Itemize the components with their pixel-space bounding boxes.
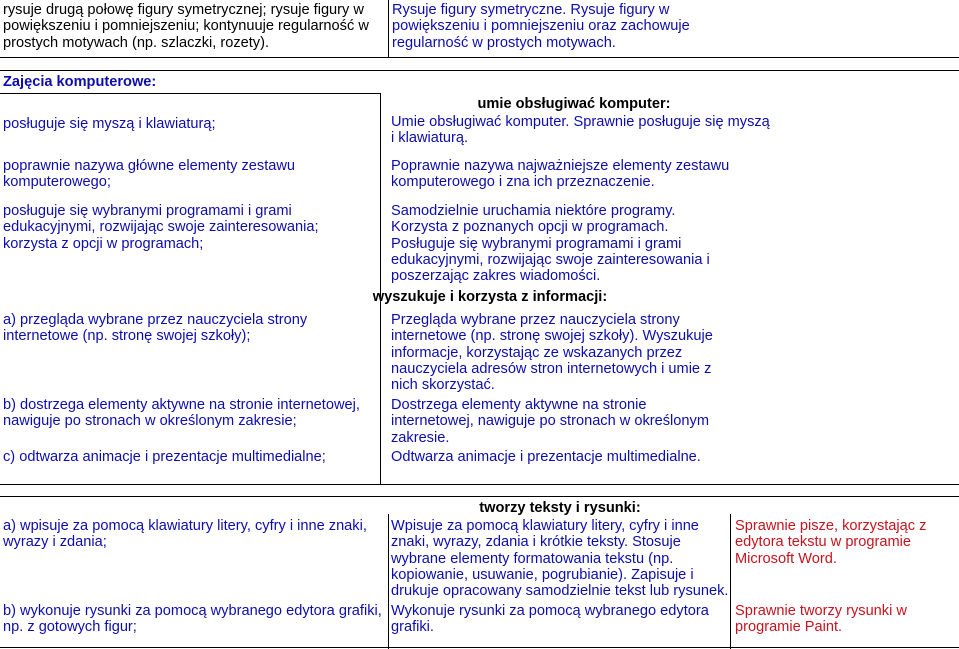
texts-row1-right: Sprawnie pisze, korzystając z edytora tekstu w programie Microsoft Word.: [735, 518, 927, 567]
row6-left: c) odtwarza animacje i prezentacje multimedialne;: [3, 449, 326, 465]
row6-right: Odtwarza animacje i prezentacje multimedialne.: [391, 449, 701, 465]
subhead-find-info: wyszukuje i korzysta z informacji:: [372, 289, 608, 305]
row5-right: Dostrzega elementy aktywne na stronie internetowej, nawiguje po stronach w określonym zakresie.: [391, 397, 709, 446]
row2-left: poprawnie nazywa główne elementy zestawu komputerowego;: [3, 158, 296, 191]
top-table-bottom-border: [0, 57, 959, 58]
texts-table-divider-2: [730, 514, 731, 649]
subhead-texts: tworzy teksty i rysunki:: [479, 500, 641, 516]
subhead-use-computer: umie obsługiwać komputer:: [477, 96, 671, 112]
texts-table-divider-1: [388, 514, 389, 649]
top-left-cell: rysuje drugą połowę figury symetrycznej; rysuje figury w powiększeniu i pomniejszeniu; kontynuuje regularność w prostych motywach (np. szlaczki, rozety).: [3, 2, 369, 51]
texts-row2-right: Sprawnie tworzy rysunki w programie Paint.: [735, 603, 907, 636]
texts-row1-left: a) wpisuje za pomocą klawiatury litery, cyfry i inne znaki, wyrazy i zdania;: [3, 518, 367, 551]
texts-row1-middle: Wpisuje za pomocą klawiatury litery, cyfry i inne znaki, wyrazy, zdania i krótkie teksty. Stosuje wybrane elementy formatowania tekstu (np. kopiowanie, usuwanie, pogrubianie). Zapisuje i drukuje opracowany samodzielnie tekst lub rysunek.: [391, 518, 729, 600]
texts-row2-left: b) wykonuje rysunki za pomocą wybranego edytora grafiki, np. z gotowych figur;: [3, 603, 382, 636]
computer-section-title: Zajęcia komputerowe:: [3, 74, 157, 90]
row1-left: posługuje się myszą i klawiaturą;: [3, 116, 216, 132]
row5-left: b) dostrzega elementy aktywne na stronie internetowej, nawiguje po stronach w określonym zakresie;: [3, 397, 360, 430]
row2-right: Poprawnie nazywa najważniejsze elementy zestawu komputerowego i zna ich przeznaczenie.: [391, 158, 730, 191]
texts-row2-middle: Wykonuje rysunki za pomocą wybranego edytora grafiki.: [391, 603, 709, 636]
row1-right: Umie obsługiwać komputer. Sprawnie posługuje się myszą i klawiaturą.: [391, 114, 770, 147]
computer-title-bottom-border: [0, 93, 380, 94]
row4-right: Przegląda wybrane przez nauczyciela strony internetowe (np. stronę swojej szkoły). Wyszukuje informacje, korzystając ze wskazanych przez nauczyciela adresów stron internetowych i umie z nich skorzystać.: [391, 312, 713, 394]
row4-left: a) przegląda wybrane przez nauczyciela strony internetowe (np. stronę swojej szkoły);: [3, 312, 308, 345]
top-right-cell: Rysuje figury symetryczne. Rysuje figury w powiększeniu i pomniejszeniu oraz zachowuje regularność w prostych motywach.: [392, 2, 690, 51]
texts-table-bottom-border: [0, 647, 959, 648]
texts-table-top-border: [0, 496, 959, 497]
row3-right: Samodzielnie uruchamia niektóre programy. Korzysta z poznanych opcji w programach. Posługuje się wybranymi programami i grami edukacyjnymi, rozwijając swoje zainteresowania i poszerzając zakres wiadomości.: [391, 203, 710, 285]
computer-table-top-border: [0, 70, 959, 71]
computer-table-bottom-border: [0, 484, 959, 485]
top-table-divider: [388, 0, 389, 58]
row3-left: posługuje się wybranymi programami i grami edukacyjnymi, rozwijając swoje zainteresowania; korzysta z opcji w programach;: [3, 203, 319, 252]
